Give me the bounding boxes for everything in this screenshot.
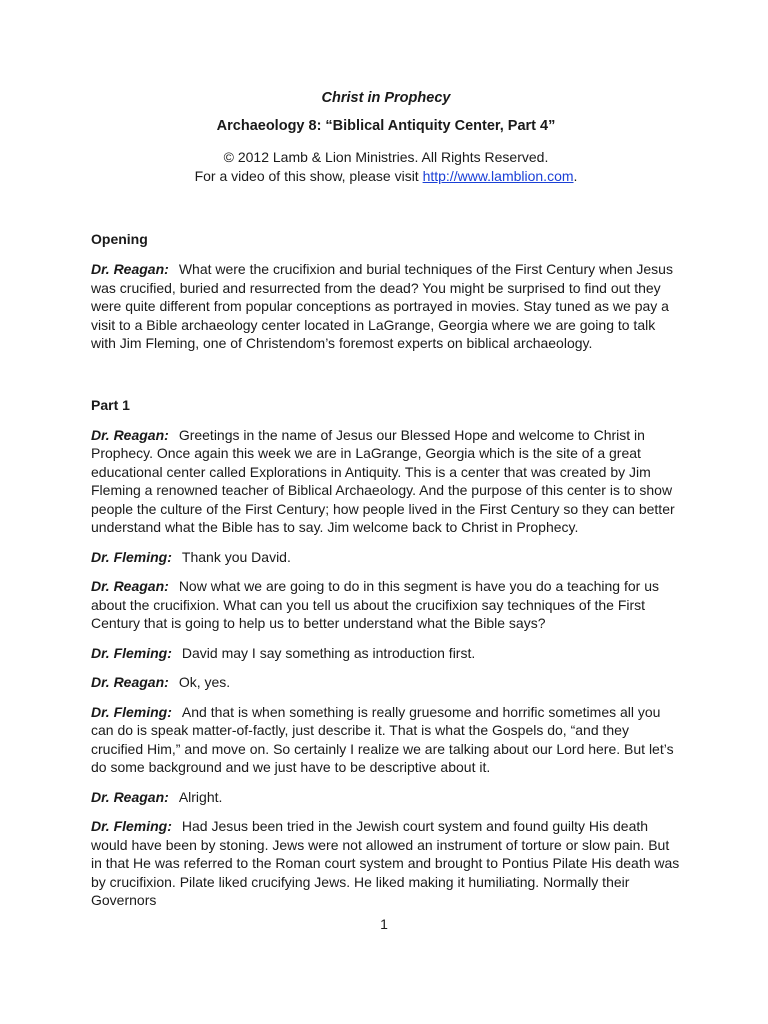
paragraph-text: What were the crucifixion and burial techniques of the First Century when Jesus was crucified, buried and resurrected from the dead? You might be surprised to find out they were quite different from popular conceptions as portrayed in movies. Stay tuned as we pay a visit to a Bible archaeology center located in LaGrange, Georgia where we are going to talk with Jim Fleming, one of Christendom’s foremost experts on biblical archaeology.	[91, 261, 673, 351]
speaker-name: Dr. Fleming:	[91, 644, 172, 661]
transcript-paragraph	[91, 673, 681, 692]
paragraph-text: Now what we are going to do in this segment is have you do a teaching for us about the crucifixion. What can you tell us about the crucifixion say techniques of the First Century that is going to help us to better understand what the Bible says?	[91, 578, 659, 631]
transcript-paragraph	[91, 548, 681, 567]
transcript-paragraph	[91, 426, 681, 537]
copyright-line: © 2012 Lamb & Lion Ministries. All Rights Reserved.	[223, 149, 549, 165]
speaker-name: Dr. Reagan:	[91, 788, 169, 805]
transcript-paragraph	[91, 817, 681, 910]
speaker-name: Dr. Fleming:	[91, 703, 172, 720]
paragraph-text: Alright.	[178, 788, 223, 805]
paragraph-text: David may I say something as introduction first.	[181, 644, 476, 661]
video-prefix: For a video of this show, please visit	[194, 168, 423, 184]
speaker-name: Dr. Reagan:	[91, 674, 169, 690]
document-title: Christ in Prophecy	[321, 90, 451, 106]
speaker-name: Dr. Fleming:	[91, 548, 172, 565]
section-heading-part1: Part 1	[91, 396, 130, 413]
document-page	[91, 88, 681, 910]
episode-title: Archaeology 8: “Biblical Antiquity Center, Part 4”	[216, 118, 556, 134]
paragraph-text: Ok, yes.	[178, 674, 231, 690]
speaker-name: Dr. Fleming:	[91, 818, 172, 834]
section-heading-opening: Opening	[91, 231, 148, 247]
speaker-name: Dr. Reagan:	[91, 578, 169, 594]
transcript-paragraph	[91, 644, 681, 663]
page-number: 1	[380, 916, 388, 932]
video-link[interactable]: http://www.lamblion.com	[422, 168, 574, 184]
video-suffix: .	[573, 168, 578, 184]
paragraph-text: Thank you David.	[181, 548, 291, 565]
transcript-paragraph	[91, 703, 681, 777]
video-line	[91, 167, 681, 186]
paragraph-text: Had Jesus been tried in the Jewish court system and found guilty His death would have been by stoning. Jews were not allowed an instrument of torture or slow pain. But in that He was referred to the Roman court system and brought to Pontius Pilate His death was by crucifixion. Pilate liked crucifying Jews. He liked making it humiliating. Normally their Governors	[91, 818, 680, 908]
paragraph-text: Greetings in the name of Jesus our Blessed Hope and welcome to Christ in Prophecy. Once again this week we are in LaGrange, Georgia which is the site of a great educational center called Explorations in Antiquity. This is a center that was created by Jim Fleming a renowned teacher of Biblical Archaeology. And the purpose of this center is to show people the culture of the First Century; how people lived in the First Century so they can better understand what the Bible has to say. Jim welcome back to Christ in Prophecy.	[91, 426, 675, 535]
paragraph-text: And that is when something is really gruesome and horrific sometimes all you can do is speak matter-of-factly, just describe it. That is what the Gospels do, “and they crucified Him,” and move on. So certainly I realize we are talking about our Lord here. But let’s do some background and we just have to be descriptive about it.	[91, 703, 674, 775]
transcript-paragraph	[91, 788, 681, 807]
speaker-name: Dr. Reagan:	[91, 426, 169, 443]
speaker-name: Dr. Reagan:	[91, 261, 169, 277]
transcript-paragraph	[91, 260, 681, 353]
transcript-paragraph	[91, 577, 681, 633]
